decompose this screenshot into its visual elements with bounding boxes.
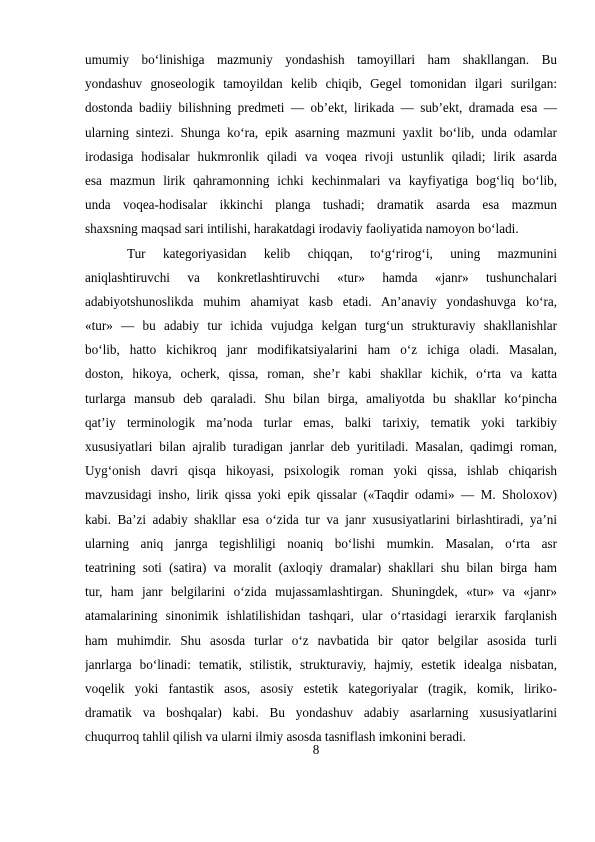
text-line: kabi. Ba’zi adabiy shakllar esa o‘zida tur va janr xususiyatlarini birlashtiradi, ya’ni xyxy=(85,511,557,527)
text-line: voqelik yoki fantastik asos, asosiy estetik kategoriyalar (tragik, komik, liriko- xyxy=(85,680,557,696)
text-line: turlarga mansub deb qaraladi. Shu bilan birga, amaliyotda bu shakllar ko‘pincha xyxy=(85,390,557,406)
text-line: atamalarining sinonimik ishlatilishidan tashqari, ular o‘rtasidagi ierarxik farqlanish xyxy=(85,608,557,624)
text-line: dramatik va boshqalar) kabi. Bu yondashuv adabiy asarlarning xususiyatlarini xyxy=(85,705,557,721)
text-line: bo‘lib, hatto kichikroq janr modifikatsiyalarini ham o‘z ichiga oladi. Masalan, xyxy=(85,342,557,358)
text-line: ham muhimdir. Shu asosda turlar o‘z navbatida bir qator belgilar asosida turli xyxy=(85,632,557,648)
text-line: ularning sintezi. Shunga ko‘ra, epik asarning mazmuni yaxlit bo‘lib, unda odamlar xyxy=(85,124,557,140)
text-line: tur, ham janr belgilarini o‘zida mujassamlashtirgan. Shuningdek, «tur» va «janr» xyxy=(85,584,557,600)
text-line: dostonda badiiy bilishning predmeti — ob’ekt, lirikada — sub’ekt, dramada esa — xyxy=(85,100,557,116)
body-text xyxy=(85,48,557,749)
page-number: 8 xyxy=(312,742,320,757)
text-line: irodasiga hodisalar hukmronlik qiladi va voqea rivoji ustunlik qiladi; lirik asarda xyxy=(85,148,557,164)
text-line: chuqurroq tahlil qilish va ularni ilmiy asosda tasniflash imkonini beradi. xyxy=(85,729,466,745)
text-line: esa mazmun lirik qahramonning ichki kechinmalari va kayfiyatiga bog‘liq bo‘lib, xyxy=(85,172,557,188)
text-line: teatrining soti (satira) va moralit (axloqiy dramalar) shakllari shu bilan birga ham xyxy=(85,559,557,575)
text-line: doston, hikoya, ocherk, qissa, roman, she’r kabi shakllar kichik, o‘rta va katta xyxy=(85,366,557,382)
text-line: qat’iy terminologik ma’noda turlar emas, balki tarixiy, tematik yoki tarkibiy xyxy=(85,414,557,430)
text-line: umumiy bo‘linishiga mazmuniy yondashish tamoyillari ham shakllangan. Bu xyxy=(85,52,557,67)
text-line: «tur» — bu adabiy tur ichida vujudga kelgan turg‘un strukturaviy shakllanishlar xyxy=(85,318,557,334)
text-line: Uyg‘onish davri qisqa hikoyasi, psixologik roman yoki qissa, ishlab chiqarish xyxy=(85,463,557,479)
text-line: adabiyotshunoslikda muhim ahamiyat kasb etadi. An’anaviy yondashuvga ko‘ra, xyxy=(85,293,557,309)
text-line: yondashuv gnoseologik tamoyildan kelib chiqib, Gegel tomonidan ilgari surilgan: xyxy=(85,76,557,92)
text-line: janrlarga bo‘linadi: tematik, stilistik, strukturaviy, hajmiy, estetik idealga nisbatan, xyxy=(85,656,557,672)
text-line: unda voqea-hodisalar ikkinchi planga tushadi; dramatik asarda esa mazmun xyxy=(85,197,557,213)
text-line: Tur kategoriyasidan kelib chiqqan, to‘g‘rirog‘i, uning mazmunini xyxy=(127,245,557,261)
text-line: xususiyatlari bilan ajralib turadigan janrlar deb yuritiladi. Masalan, qadimgi roman, xyxy=(85,439,557,454)
text-line: mavzusidagi insho, lirik qissa yoki epik qissalar («Taqdir odami» — M. Sholoxov) xyxy=(85,487,557,503)
text-line: aniqlashtiruvchi va konkretlashtiruvchi «tur» hamda «janr» tushunchalari xyxy=(85,269,557,285)
text-line: ularning aniq janrga tegishliligi noaniq bo‘lishi mumkin. Masalan, o‘rta asr xyxy=(85,535,557,551)
text-line: shaxsning maqsad sari intilishi, harakatdagi irodaviy faoliyatida namoyon bo‘ladi. xyxy=(85,221,519,237)
